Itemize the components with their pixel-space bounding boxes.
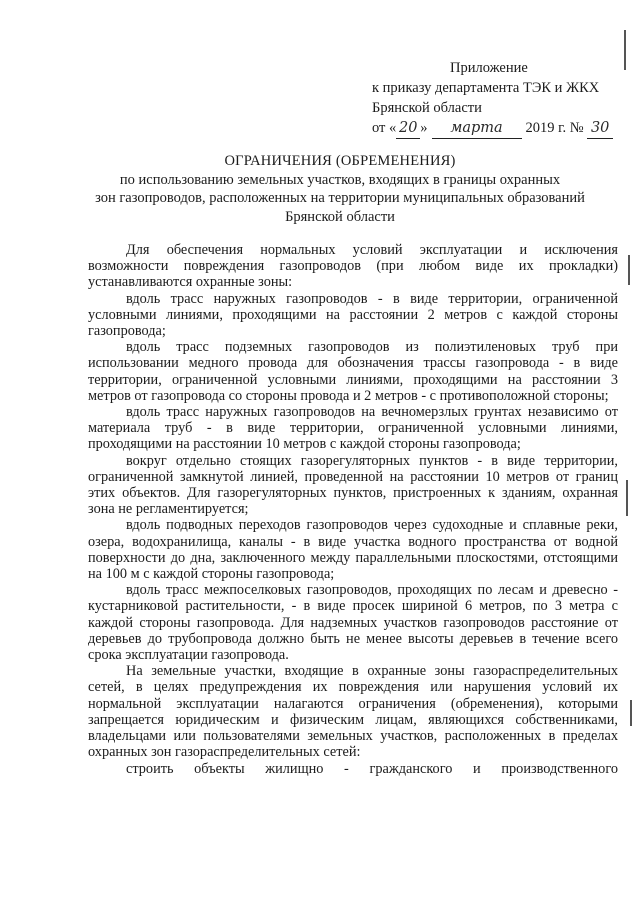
paragraph-zone-outdoor: вдоль трасс наружных газопроводов - в виде территории, ограниченной условными линиями, проходящими на расстоянии 2 метров с каждой стороны газопровода;: [88, 290, 618, 340]
date-mid: »: [420, 120, 428, 136]
order-number-handwritten: 30: [587, 118, 613, 139]
date-prefix: от «: [372, 120, 397, 136]
annex-order-line: к приказу департамента ТЭК и ЖКХ: [372, 80, 600, 96]
paragraph-restriction-item: строить объекты жилищно - гражданского и производственного: [126, 760, 618, 777]
annex-date-line: [372, 118, 613, 139]
title-subtitle-line: зон газопроводов, расположенных на территории муниципальных образований: [95, 190, 585, 206]
annex-header: [372, 58, 613, 139]
paragraph-restrictions: На земельные участки, входящие в охранные зоны газораспределительных сетей, в целях предупреждения их повреждения или нарушения условий их нормальной эксплуатации налагаются ограничения (обременения), которыми запрещается юридическим и физическим лицам, являющихся собственниками, владельцами или пользователями земельных участков, расположенных в пределах охранных зон газораспределительных сетей:: [88, 663, 618, 761]
scan-edge-marks: [614, 0, 640, 905]
paragraph-zone-underwater: вдоль подводных переходов газопроводов через судоходные и сплавные реки, озера, водохранилища, каналы - в виде участка водного пространства от водной поверхности до дна, заключенного между параллельными плоскостями, отстоящими на 100 м с каждой стороны газопровода;: [88, 517, 618, 583]
paragraph-zone-regulator: вокруг отдельно стоящих газорегуляторных пунктов - в виде территории, ограниченной замкнутой линией, проведенной на расстоянии 10 метров от границ этих объектов. Для газорегуляторных пунктов, пристроенных к зданиям, охранная зона не регламентируется;: [88, 452, 618, 518]
document-body: [88, 242, 618, 777]
paragraph-zone-permafrost: вдоль трасс наружных газопроводов на вечномерзлых грунтах независимо от материала труб - в виде территории, ограниченной условными линиями, проходящими на расстоянии 10 метров с каждой стороны газопровода;: [88, 404, 618, 453]
paragraph-zone-underground: вдоль трасс подземных газопроводов из полиэтиленовых труб при использовании медного провода для обозначения трассы газопровода - в виде территории, ограниченной условными линиями, проходящими на расстоянии 3 метров от газопровода со стороны провода и 2 метров - с противоположной стороны;: [88, 339, 618, 404]
date-day-handwritten: 20: [396, 118, 420, 139]
date-year: 2019 г. №: [525, 120, 584, 136]
annex-title: Приложение: [450, 60, 528, 76]
title-main: ОГРАНИЧЕНИЯ (ОБРЕМЕНЕНИЯ): [224, 153, 456, 169]
paragraph-intro: Для обеспечения нормальных условий эксплуатации и исключения возможности повреждения газопроводов (при любом виде их прокладки) устанавливаются охранные зоны:: [88, 242, 618, 291]
date-month-handwritten: марта: [432, 118, 522, 139]
annex-region-line: Брянской области: [372, 100, 482, 116]
document-title: [60, 152, 620, 226]
paragraph-zone-forest: вдоль трасс межпоселковых газопроводов, проходящих по лесам и древесно - кустарниковой растительности, - в виде просек шириной 6 метров, по 3 метра с каждой стороны газопровода. Для надземных участков газопроводов расстояние от деревьев до трубопровода должно быть не менее высоты деревьев в течение всего срока эксплуатации газопровода.: [88, 582, 618, 664]
title-subtitle-line: по использованию земельных участков, входящих в границы охранных: [119, 171, 561, 188]
title-subtitle-line: Брянской области: [285, 208, 395, 225]
